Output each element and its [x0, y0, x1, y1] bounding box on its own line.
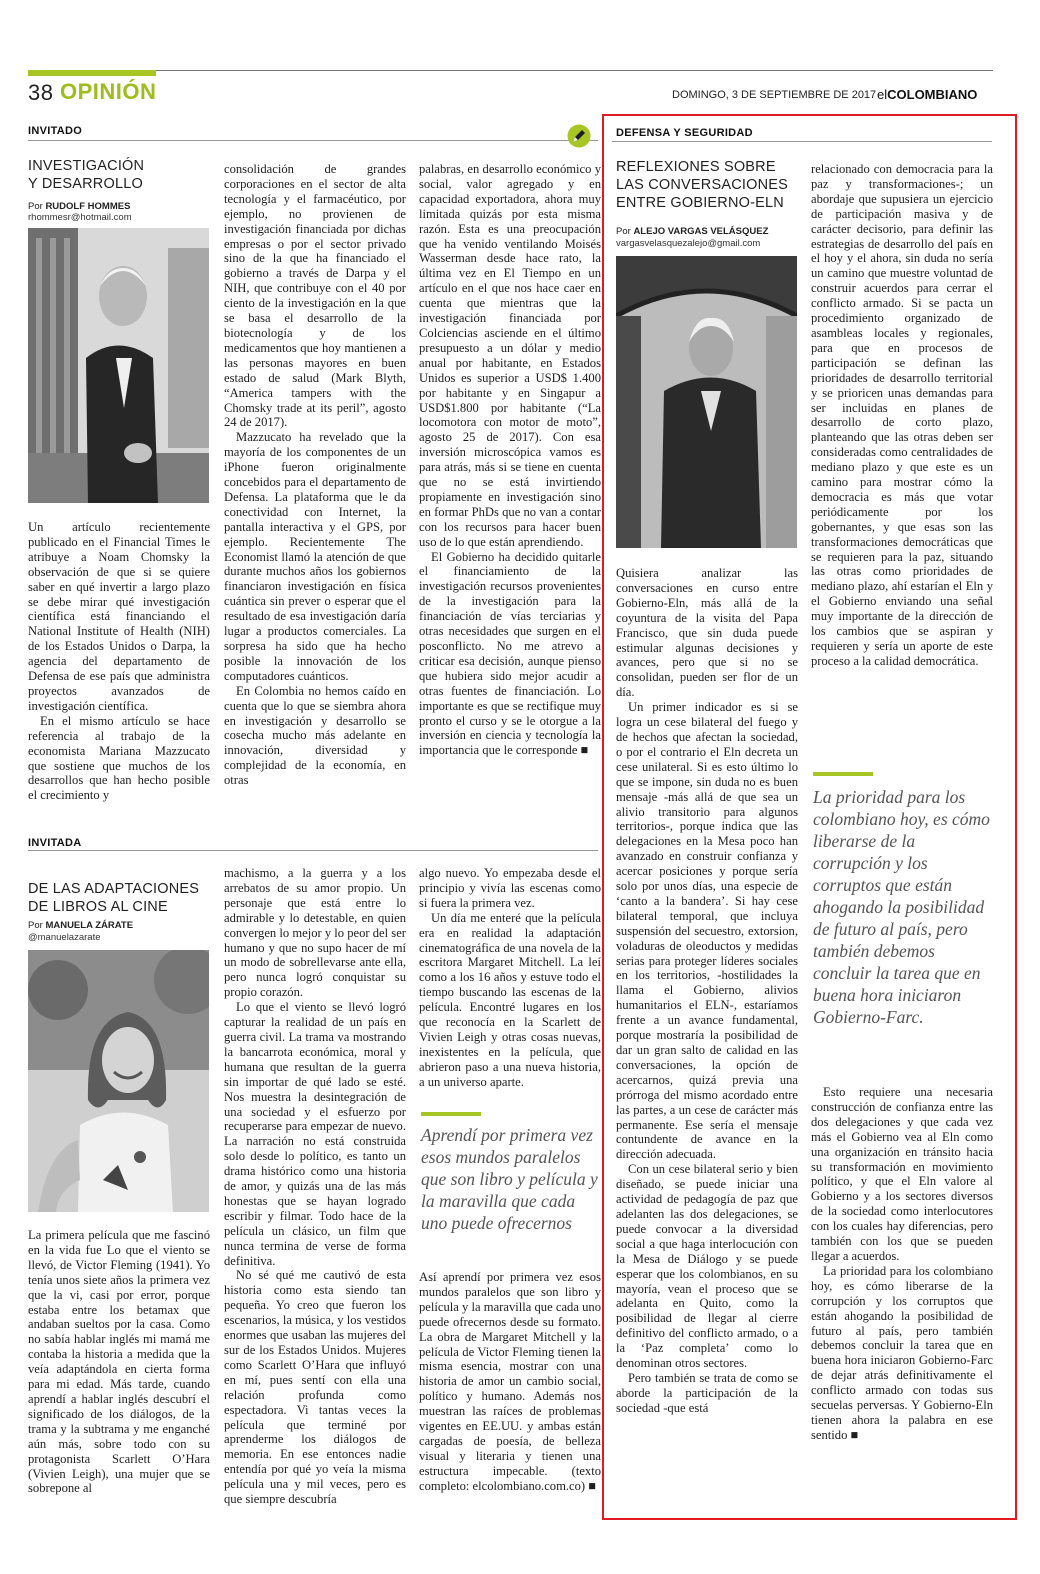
paragraph: Lo que el viento se llevó logró capturar la realidad de un país en guerra civil. La trama va mostrando la bancarrota económica, moral y humana que resultan de la guerra sin importar de qué lado se esté. Nos muestra la desintegración de una sociedad y el esfuerzo por recuperarse para empezar de nuevo. La narración no está construida solo desde lo político, es tanto un drama histórico como una historia de amor, y quizás una de las más honestas que se hayan logrado escribir y filmar. Todo hace de la película un clásico, un film que nunca termina de verse de forma definitiva.	[224, 1000, 406, 1268]
article1-byline	[28, 201, 130, 212]
byline-prefix: Por	[28, 920, 46, 931]
paragraph: La primera película que me fascinó en la vida fue Lo que el viento se llevó, de Victor Fleming (1941). Yo tenía unos siete años la primera vez que la vi, casi por error, porque estaba entre los betamax que andaban sueltos por la casa. Como no sabía hablar inglés mi mamá me contaba la historia a medida que la veía adaptándola en cierta forma para mi edad. Más tarde, cuando aprendí a hablar inglés descubrí el significado de los diálogos, de la trama y la subtrama y me enganché aún más, sobre todo con su protagonista Scarlett O’Hara (Vivien Leigh), una mujer que se sobrepone al	[28, 1228, 210, 1496]
paragraph: consolidación de grandes corporaciones en el sector de alta tecnología y el farmacéutico, por ejemplo, no provienen de investigación financiada por dichas empresas o por el sector privado sino de la que ha financiado el gobierno a través de Darpa y el NIH, que contribuye con el 40 por ciento de la investigación en la que se basa el desarrollo de la biotecnología y de los medicamentos que hoy mantienen a las personas mayores en buen estado de salud (Mark Blyth, “America tampers with the Chomsky trade at its peril”, agosto 24 de 2017).	[224, 162, 406, 430]
paragraph: Así aprendí por primera vez esos mundos paralelos que son libro y película y la maravilla que cada uno puede ofrecernos desde su formato. La obra de Margaret Mitchell y la película de Victor Fleming tienen la misma esencia, mostrar con una historia de amor un cambio social, político y humano. Además nos muestran las raíces de problemas vigentes en EE.UU. y ambas están cargadas de poesía, de belleza visual y literaria y tienen una estructura impecable. (texto completo: elcolombiano.com.co) ■	[419, 1270, 601, 1493]
article3-headline	[616, 158, 788, 212]
article2-column-2	[224, 866, 406, 1506]
paragraph: En el mismo artículo se hace referencia al trabajo de la economista Mariana Mazzucato que sostiene que muchos de los desarrollos que han hecho posible el crecimiento y	[28, 713, 210, 803]
headline-line: DE LAS ADAPTACIONES	[28, 881, 200, 897]
article2-column-3-bottom	[419, 1270, 601, 1506]
logo-name: COLOMBIANO	[887, 87, 978, 102]
pull-quote: La prioridad para los colombiano hoy, es cómo liberarse de la corrupción y los corruptos que están ahogando la posibilidad de futuro al país, pero también debemos concluir la tarea que en buena hora iniciaron Gobierno-Farc.	[813, 787, 990, 1027]
paragraph: No sé qué me cautivó de esta historia como esta siendo tan pequeña. Yo creo que fueron los escenarios, la música, y los vestidos enormes que usaban las mujeres del sur de los Estados Unidos. Mujeres como Scarlett O’Hara que influyó en mí, pues sentí con ella una relación profunda como espectadora. Vi tantas veces la película que terminé por aprenderme los diálogos de memoria. En ese entonces nadie entendía por qué yo veía la misma película una y mil veces, pero es que siempre descubría	[224, 1268, 406, 1507]
article2-byline	[28, 920, 133, 931]
author-name: RUDOLF HOMMES	[45, 201, 131, 212]
paragraph: Mazzucato ha revelado que la mayoría de los componentes de un iPhone fueron originalmente concebidos para el departamento de Defensa. La plataforma que le da conectividad con Internet, la pantalla interactiva y el GPS, por ejemplo. Recientemente The Economist llamó la atención de que durante muchos años los gobiernos financiaron investigación en física cuántica sin prever o esperar que el resultado de esa investigación daría lugar a productos comerciales. La sorpresa ha sido que ha hecho posible la innovación de los computadores cuánticos.	[224, 430, 406, 683]
author-photo	[616, 256, 797, 548]
headline-line: REFLEXIONES SOBRE	[616, 159, 776, 175]
pull-quote: Aprendí por primera vez esos mundos paralelos que son libro y película y la maravilla que cada uno puede ofrecernos	[421, 1125, 598, 1233]
article3-byline	[616, 226, 768, 237]
article1-column-2	[224, 162, 406, 812]
paragraph: La prioridad para los colombiano hoy, es cómo liberarse de la corrupción y los corruptos que están ahogando la posibilidad de futuro al país, pero también debemos concluir la tarea que en buena hora iniciaron Gobierno-Farc de dejar atrás definitivamente el conflicto armado con todas sus secuelas perversas. Y Gobierno-Eln tienen ahora la palabra en ese sentido ■	[811, 1263, 993, 1442]
byline-prefix: Por	[28, 201, 46, 212]
article1-column-3	[419, 162, 601, 812]
kicker-rule	[28, 140, 598, 141]
paragraph: Un primer indicador es si se logra un cese bilateral del fuego y de hechos que afectan la sociedad, o por el contrario el Eln decreta un cese unilateral. Si es esto último lo que se impone, sin duda no es buen mensaje -más allá de que sea un alivio transitorio para algunos territorios-, porque indica que las delegaciones en la Mesa poco han avanzado en construir confianza y acercar posiciones y porque sería solo por unos días, una especie de ‘canto a la bandera’. Si hay cese bilateral temporal, que incluya suspensión del secuestro, extorsion, voladuras de oleoductos y medidas serias para proteger líderes sociales en los territorios, -hostilidades la llama el Gobierno, alivios humanitarios el ELN-, estaríamos frente a un avance fundamental, porque mostraría la posibilidad de dar un gran salto de calidad en las conversaciones, la opción de acercarnos, quizá previa una prórroga del mismo acordado entre las partes, a un cese de carácter más permanente. Ese sería el mensaje contundente de avance en la dirección adecuada.	[616, 700, 798, 1162]
article2-column-3-top	[419, 866, 601, 1116]
article1-column-1	[28, 520, 210, 818]
article1-kicker: INVITADO	[28, 125, 83, 137]
paragraph: Un artículo recientemente publicado en el Financial Times le atribuye a Noam Chomsky la observación de que si se quiere saber en qué invertir a largo plazo se debe mirar qué investigación científica está financiando el National Institute of Health (NIH) de los Estados Unidos o Darpa, la agencia del departamento de Defensa de ese país que administra proyectos avanzados de investigación científica.	[28, 520, 210, 713]
headline-line: INVESTIGACIÓN	[28, 158, 145, 174]
author-email: vargasvelasquezalejo@gmail.com	[616, 238, 761, 249]
author-name: MANUELA ZÁRATE	[45, 920, 134, 931]
paragraph: palabras, en desarrollo económico y social, valor agregado y en capacidad exportadora, ahora muy limitada quizás por esta misma razón. Esta es una preocupación que ha venido ventilando Moisés Wasserman desde hace rato, la última vez en El Tiempo en un artículo en el que nos hace caer en cuenta que mientras que la investigación financiada por Colciencias asciende en el último presupuesto a un dólar y medio anual por habitante, en Estados Unidos es superior a USD$ 1.400 por habitante y en Singapur a USD$1.800 por habitante (“La locomotora con motor de moto”, agosto 25 de 2017). Con esa inversión microscópica vamos es para atrás, más si se tiene en cuenta que no se está invirtiendo propiamente en investigación sino en formar PhDs que no van a contar con los recursos para hacer buen uso de lo que están aprendiendo.	[419, 162, 601, 549]
headline-line: LAS CONVERSACIONES	[616, 177, 789, 193]
headline-line: Y DESARROLLO	[28, 176, 143, 192]
byline-prefix: Por	[616, 226, 634, 237]
author-photo	[28, 950, 209, 1212]
masthead-rule	[28, 70, 993, 71]
logo-prefix: el	[877, 87, 888, 102]
paragraph: El Gobierno ha decidido quitarle el financiamiento de la investigación recursos provenientes de la investigación para la financiación de vías terciarias y otras necesidades que surgen en el posconflicto. No me atrevo a criticar esa decisión, aunque pienso que hubiera sido mejor acudir a otras fuentes de financiación. Lo importante es que se rectifique muy pronto el curso y se le otorgue a la inversión en ciencia y tecnología la importancia que le corresponde ■	[419, 549, 601, 758]
issue-date: DOMINGO, 3 DE SEPTIEMBRE DE 2017	[672, 89, 877, 101]
headline-line: ENTRE GOBIERNO-ELN	[616, 195, 784, 211]
headline-line: DE LIBROS AL CINE	[28, 899, 168, 915]
author-name: ALEJO VARGAS VELÁSQUEZ	[633, 226, 769, 237]
section-title: OPINIÓN	[60, 79, 157, 104]
paragraph: Un día me enteré que la película era en realidad la adaptación cinematográfica de una novela de la escritora Margaret Mitchell. La leí como a los 16 años y estuve todo el tiempo buscando las escenas de la película. Encontré lugares en los que reconocía en la Scarlett de Vivien Leigh y otras cosas nuevas, inexistentes en la película, que abrieron paso a una nueva historia, a un universo aparte.	[419, 910, 601, 1089]
paragraph: Quisiera analizar las conversaciones en curso entre Gobierno-Eln, más allá de la coyuntura de la visita del Papa Francisco, que sin duda puede estimular algunas decisiones y avances, pero que si no se consolidan, pueden ser flor de un día.	[616, 566, 798, 700]
paragraph: machismo, a la guerra y a los arrebatos de su amor propio. Un personaje que está entre lo admirable y lo detestable, en quien convergen lo mejor y lo peor del ser humano y que no supo hacer de mí un modo de sobrellevarse ante ella, pero nunca logró conquistar su propio corazón.	[224, 866, 406, 1000]
kicker-rule	[28, 850, 598, 851]
section-color-tab	[28, 70, 156, 76]
paragraph: Con un cese bilateral serio y bien diseñado, se puede iniciar una actividad de pedagogía de paz que adelanten las dos delegaciones, se puede convocar a la diversidad social a que haga interlocución con la Mesa de Diálogo y se puede esperar que los colombianos, en su mayoría, vean el proceso que se adelanta en Quito, como la posibilidad de llegar al cierre definitivo del conflicto armado, o a la ‘Paz completa’ como lo denominan otros sectores.	[616, 1162, 798, 1371]
pull-quote-rule	[813, 772, 873, 776]
pen-icon	[567, 124, 591, 148]
article2-headline	[28, 880, 199, 916]
newspaper-logo	[877, 87, 977, 102]
article2-kicker: INVITADA	[28, 837, 82, 849]
paragraph: algo nuevo. Yo empezaba desde el principio y vivía las escenas como si fuera la primera vez.	[419, 866, 601, 910]
article3-column-1	[616, 566, 798, 1512]
page-number: 38	[28, 80, 54, 105]
paragraph: En Colombia no hemos caído en cuenta que lo que se siembra ahora en investigación y desarrollo se cosecha mucho más adelante en innovación, diversidad y complejidad de la economía, en otras	[224, 683, 406, 788]
paragraph: relacionado con democracia para la paz y transformaciones-; un abordaje que supusiera un ejercicio de participación masiva y de carácter decisorio, para definir las estrategias de desarrollo del país en el hoy y el ahora, sin duda no sería un camino que muestre voluntad de construir acuerdos para cerrar el conflicto armado. Si se pacta un procedimiento organizado de asambleas locales y regionales, para que en procesos de participación se definan las prioridades de desarrollo territorial y se prioricen unas demandas para ser incluidas en planes de desarrollo de corto plazo, planteando que las otras deben ser consideradas como centralidades de mediano plazo y que este es un camino para mostrar cómo la democracia es más que votar periódicamente por los gobernantes, y que esas son las transformaciones democráticas que se requieren para la paz, situando las otras como prioridades de mediano plazo, ahí estarían el Eln y el Gobierno enviando una señal muy importante de la dirección de los cambios que se aspiran y requieren y sería un aporte de este proceso a la calidad democrática.	[811, 162, 993, 668]
author-handle: @manuelazarate	[28, 932, 101, 943]
author-photo	[28, 228, 209, 503]
article1-headline	[28, 157, 144, 193]
article3-column-2-bottom	[811, 1085, 993, 1505]
paragraph: Esto requiere una necesaria construcción de confianza entre las dos delegaciones y que cada vez más el Gobierno vea al Eln como una organización en tránsito hacia su transformación en movimiento político, y que el Eln valore al Gobierno y a los sectores diversos de la sociedad como interlocutores con los cuales hay diferencias, pero también con los que se pueden llegar a acuerdos.	[811, 1085, 993, 1263]
author-email: rhommesr@hotmail.com	[28, 212, 132, 223]
article3-kicker: DEFENSA Y SEGURIDAD	[616, 127, 753, 139]
article3-column-2-top	[811, 162, 993, 762]
paragraph: Pero también se trata de como se aborde la participación de la sociedad -que está	[616, 1370, 798, 1415]
pull-quote-rule	[421, 1112, 481, 1116]
article2-column-1	[28, 1228, 210, 1503]
kicker-rule	[612, 141, 992, 142]
